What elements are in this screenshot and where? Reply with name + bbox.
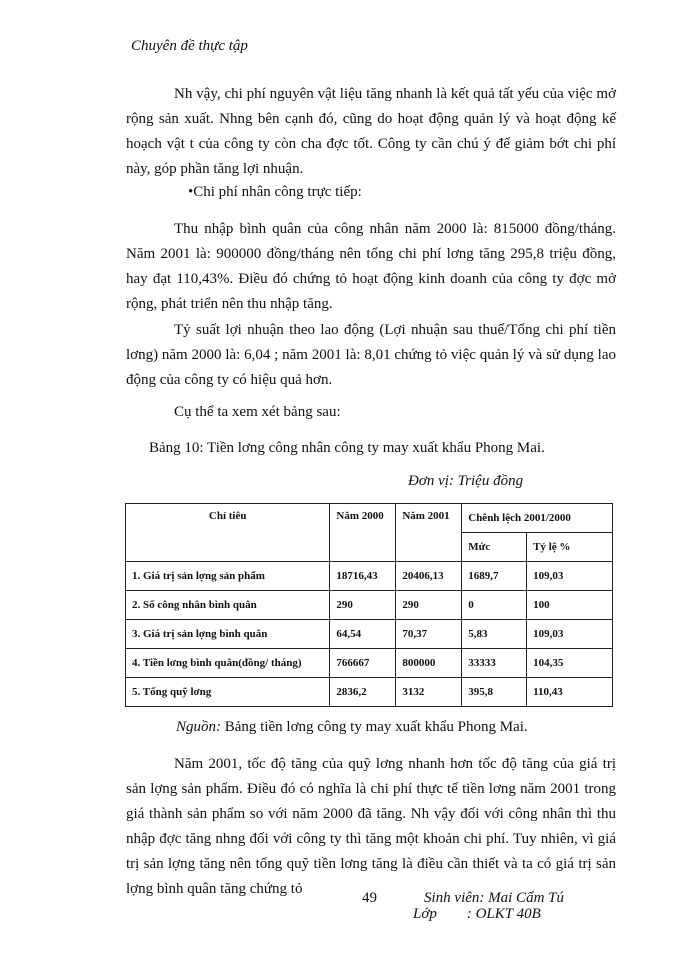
page-header: Chuyên đề thực tập bbox=[131, 38, 248, 54]
source-text: Bảng tiền lơng công ty may xuất khẩu Phong Mai. bbox=[221, 719, 528, 735]
page-number: 49 bbox=[362, 890, 377, 906]
cell-2000: 766667 bbox=[330, 649, 396, 678]
paragraph-conclusion: Năm 2001, tốc độ tăng của quỹ lơng nhanh hơn tốc độ tăng của giá trị sản lợng sản phẩm. Điều đó có nghĩa là chi phí thực tế tiền lơng năm 2001 trong giá thành sản phẩm so với năm 2000 đã tăng. Nh vậy đối với công nhân thì thu nhập đợc tăng nhng đối với công ty thì tăng một khoản chi phí. Tuy nhiên, vì giá trị sản lợng tăng nên tổng quỹ tiền lơng tăng là điều cần thiết và ta có giá trị sản lợng bình quân tăng chứng tỏ bbox=[126, 756, 616, 897]
paragraph-profit-ratio: Tỷ suất lợi nhuận theo lao động (Lợi nhuận sau thuế/Tổng chi phí tiền lơng) năm 2000 là: 6,04 ; năm 2001 là: 8,01 chứng tỏ việc quản lý và sử dụng lao động của công ty có hiệu quả hơn. bbox=[126, 322, 616, 388]
row-label: 5. Tổng quỹ lơng bbox=[126, 678, 330, 707]
footer-class: Lớp : OLKT 40B bbox=[413, 906, 541, 922]
cell-level: 1689,7 bbox=[462, 562, 527, 591]
salary-table bbox=[125, 503, 613, 707]
table-row bbox=[126, 649, 613, 678]
row-label: 1. Giá trị sản lợng sản phẩm bbox=[126, 562, 330, 591]
cell-level: 33333 bbox=[462, 649, 527, 678]
paragraph-intro-table: Cụ thể ta xem xét bảng sau: bbox=[174, 404, 341, 420]
row-label: 3. Giá trị sản lợng bình quân bbox=[126, 620, 330, 649]
table-caption: Bảng 10: Tiền lơng công nhân công ty may xuất khẩu Phong Mai. bbox=[149, 440, 545, 456]
header-difference: Chênh lệch 2001/2000 bbox=[462, 504, 613, 533]
header-ratio: Tỷ lệ % bbox=[527, 533, 613, 562]
cell-2001: 290 bbox=[396, 591, 462, 620]
header-level: Mức bbox=[462, 533, 527, 562]
cell-level: 395,8 bbox=[462, 678, 527, 707]
cell-ratio: 109,03 bbox=[527, 562, 613, 591]
header-indicator: Chỉ tiêu bbox=[126, 504, 330, 562]
cell-level: 0 bbox=[462, 591, 527, 620]
cell-2000: 64,54 bbox=[330, 620, 396, 649]
table-source bbox=[176, 719, 528, 736]
cell-2000: 18716,43 bbox=[330, 562, 396, 591]
footer-student: Sinh viên: Mai Cẩm Tú bbox=[424, 890, 564, 906]
cell-2001: 70,37 bbox=[396, 620, 462, 649]
cell-2001: 3132 bbox=[396, 678, 462, 707]
header-year-2001: Năm 2001 bbox=[396, 504, 462, 562]
cell-ratio: 104,35 bbox=[527, 649, 613, 678]
table-row bbox=[126, 591, 613, 620]
cell-2000: 2836,2 bbox=[330, 678, 396, 707]
paragraph-income: Thu nhập bình quân của công nhân năm 2000 là: 815000 đồng/tháng. Năm 2001 là: 900000 đồng/tháng nên tổng chi phí lơng tăng 295,8 triệu đồng, hay đạt 110,43%. Điều đó chứng tỏ hoạt động kinh doanh của công ty đợc mở rộng, phát triển nên thu nhập tăng. bbox=[126, 221, 616, 312]
table-unit: Đơn vị: Triệu đồng bbox=[408, 473, 524, 489]
cell-ratio: 109,03 bbox=[527, 620, 613, 649]
cell-2001: 20406,13 bbox=[396, 562, 462, 591]
cell-ratio: 110,43 bbox=[527, 678, 613, 707]
table-header-row bbox=[126, 504, 613, 533]
row-label: 2. Số công nhân bình quân bbox=[126, 591, 330, 620]
header-year-2000: Năm 2000 bbox=[330, 504, 396, 562]
paragraph-materials: Nh vậy, chi phí nguyên vật liệu tăng nhanh là kết quả tất yếu của việc mở rộng sản xuất. Nhng bên cạnh đó, cũng do hoạt động quản lý và hoạt động kế hoạch vật t của công ty còn cha đợc tốt. Công ty cần chú ý để giảm bớt chi phí này, góp phần tăng lợi nhuận. bbox=[126, 86, 616, 177]
cell-2000: 290 bbox=[330, 591, 396, 620]
row-label: 4. Tiền lơng bình quân(đồng/ tháng) bbox=[126, 649, 330, 678]
cell-ratio: 100 bbox=[527, 591, 613, 620]
table-row bbox=[126, 620, 613, 649]
source-label: Nguồn: bbox=[176, 719, 221, 735]
cell-level: 5,83 bbox=[462, 620, 527, 649]
table-row bbox=[126, 678, 613, 707]
cell-2001: 800000 bbox=[396, 649, 462, 678]
bullet-labor-cost: •Chi phí nhân công trực tiếp: bbox=[188, 184, 362, 200]
table-row bbox=[126, 562, 613, 591]
